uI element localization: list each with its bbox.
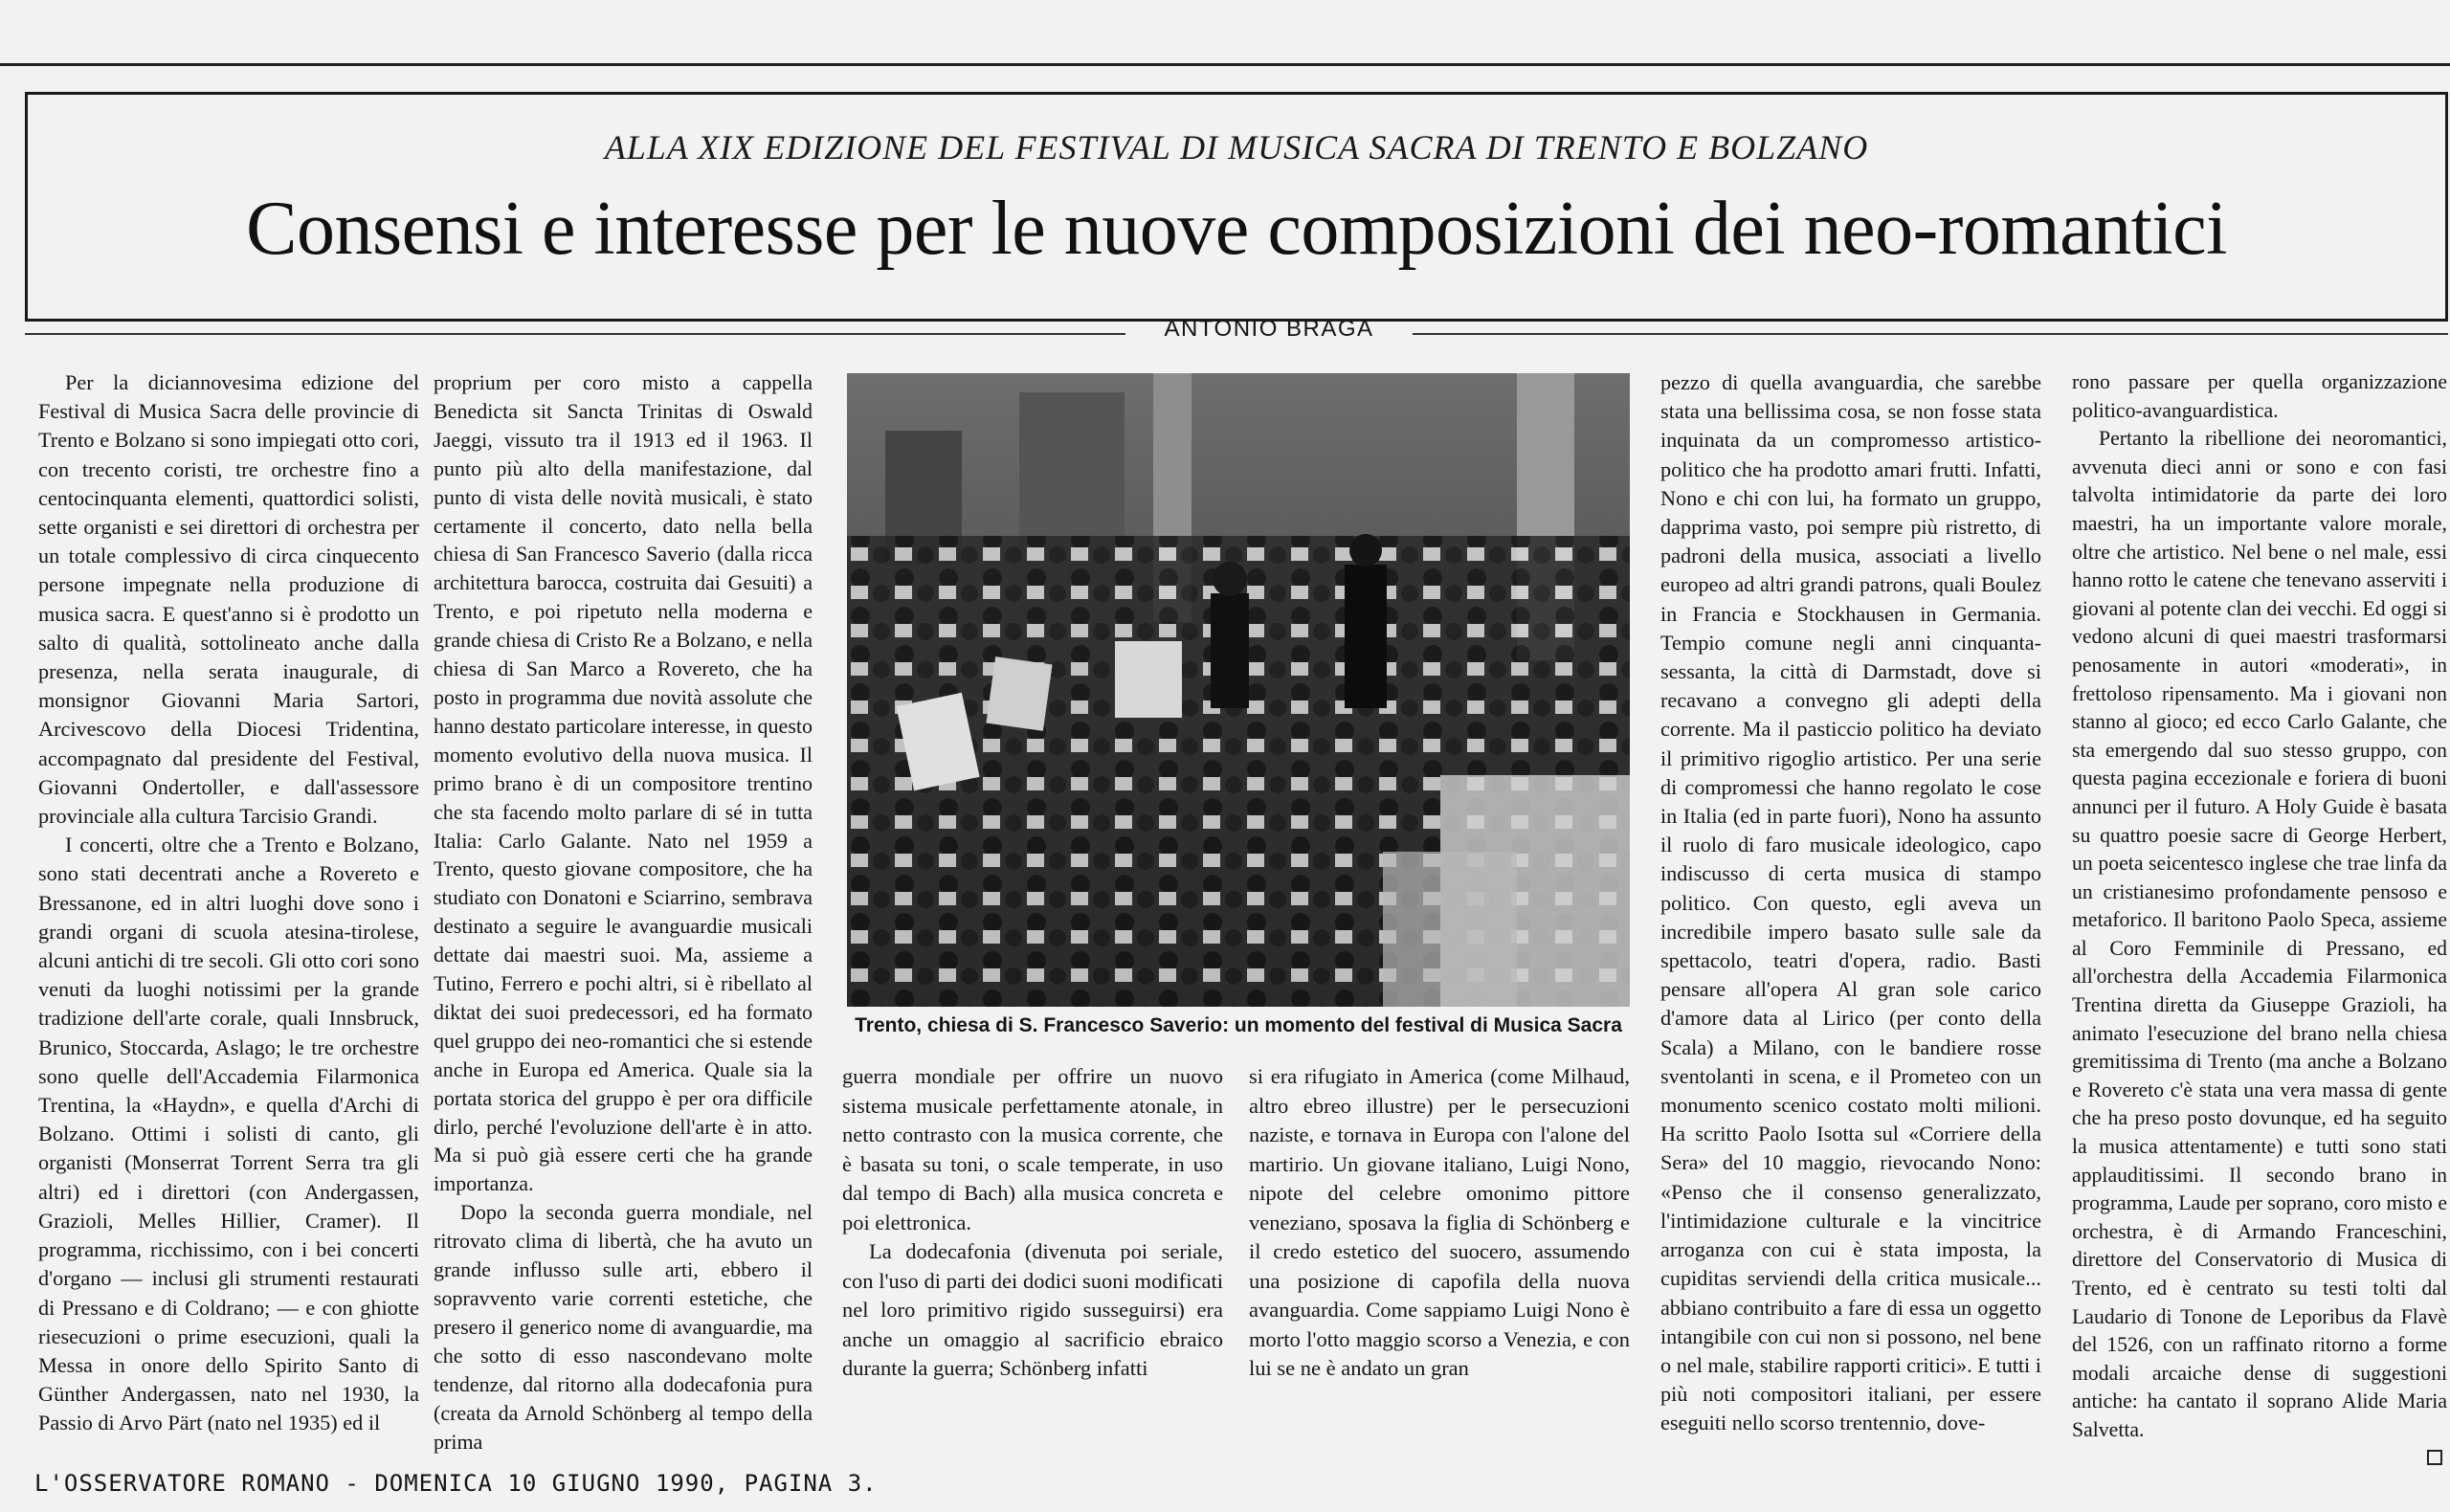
byline-rule-right: [1413, 333, 2448, 335]
column-1: [38, 368, 419, 1455]
page-top-rule: [0, 63, 2450, 66]
column-4: [1249, 1062, 1630, 1455]
column-5: [1660, 368, 2041, 1455]
paragraph: pezzo di quella avanguardia, che sarebbe stata una bellissima cosa, se non fosse stata inquinata da un compromesso artistico-politico che ha prodotto amari frutti. Infatti, Nono e chi con lui, ha formato un gruppo, dapprima vasto, poi sempre più ristretto, di padroni della musica, associati a livello europeo ad altri grandi patrons, quali Boulez in Francia e Stockhausen in Germania. Tempio comune negli anni cinquanta-sessanta, la città di Darmstadt, dove si recavano a convegno gli adepti della corrente. Ma il pasticcio politico ha deviato il primitivo rigoglio artistico. Per una serie di compromessi che hanno regolato le cose in Italia (ed in parte fuori), Nono ha assunto il ruolo di faro musicale ideologico, capo indiscusso di certa musica di stampo politico. Con questo, egli aveva un incredibile impero basato sulle sale da spettacolo, teatri d'opera, radio. Basti pensare all'opera Al gran sole carico d'amore data al Lirico (per conto della Scala) a Milano, con le bandiere rosse sventolanti in scena, e il Prometeo con un monumento scenico costato molti milioni. Ha scritto Paolo Isotta sul «Corriere della Sera» del 10 maggio, rievocando Nono: «Penso che il consenso generalizzato, l'intimidazione culturale e la vincitrice arroganza con cui è stata imposta, la cupiditas serviendi della critica musicale... abbiano contribuito a fare di essa un oggetto intangibile con cui non si possono, nel bene o nel male, stabilire rapporti critici». E tutti i più noti compositori italiani, per essere eseguiti nello scorso trentennio, dove-: [1660, 370, 2041, 1435]
paragraph: rono passare per quella organizzazione politico-avanguardistica.: [2072, 370, 2447, 422]
paragraph: proprium per coro misto a cappella Benedicta sit Sancta Trinitas di Oswald Jaeggi, vissuto tra il 1913 ed il 1963. Il punto più alto della manifestazione, dal punto di vista delle novità musicali, è stato certamente il concerto, dato nella bella chiesa di San Francesco Saverio (dalla ricca architettura barocca, costruita dai Gesuiti) a Trento, e poi ripetuto nella moderna e grande chiesa di Cristo Re a Bolzano, e nella chiesa di San Marco a Rovereto, che ha posto in programma due novità assolute che hanno destato particolare interesse, in questo momento evolutivo della nuova musica. Il primo brano è di un compositore trentino che sta facendo molto parlare di sé in tutta Italia: Carlo Galante. Nato nel 1959 a Trento, questo giovane compositore, che ha studiato con Donatoni e Sciarrino, sembrava destinato a seguire le avanguardie musicali dettate dai maestri suoi. Ma, assieme a Tutino, Ferrero e pochi altri, si è ribellato al diktat dei suoi predecessori, ed ha formato quel gruppo dei neo-romantici che si estende anche in Europa ed America. Quale sia la portata storica del gruppo è per ora difficile dirlo, perché l'evoluzione dell'arte è in atto. Ma si può già essere certi che ha grande importanza.: [434, 370, 813, 1196]
photo-caption: Trento, chiesa di S. Francesco Saverio: un momento del festival di Musica Sacra: [855, 1014, 1622, 1036]
concert-photo: [847, 373, 1630, 1007]
kicker: ALLA XIX EDIZIONE DEL FESTIVAL DI MUSICA SACRA DI TRENTO E BOLZANO: [604, 128, 1869, 167]
paragraph: La dodecafonia (divenuta poi seriale, con l'uso di parti dei dodici suoni modificati nel loro primitivo rigido susseguirsi) era anche un omaggio al sacrificio ebraico durante la guerra; Schönberg infatti: [842, 1239, 1223, 1380]
paragraph: Per la diciannovesima edizione del Festival di Musica Sacra delle provincie di Trento e Bolzano si sono impiegati otto cori, con trecento coristi, tre orchestre fino a centocinquanta elementi, quattordici solisti, sette organisti e sei direttori di orchestra per un totale complessivo di circa cinquecento persone impegnate nella produzione di musica sacra. E quest'anno si è prodotto un salto di qualità, sottolineato anche dalla presenza, nella serata inaugurale, di monsignor Giovanni Maria Sartori, Arcivescovo della Diocesi Tridentina, accompagnato dal presidente del Festival, Giovanni Ondertoller, e dall'assessore provinciale alla cultura Tarcisio Grandi.: [38, 370, 419, 829]
footer-dateline: L'OSSERVATORE ROMANO - DOMENICA 10 GIUGNO 1990, PAGINA 3.: [34, 1470, 878, 1497]
headline-box: [25, 92, 2448, 322]
column-2: [434, 368, 813, 1455]
paragraph: guerra mondiale per offrire un nuovo sistema musicale perfettamente atonale, in netto contrasto con la musica corrente, che è basata su toni, o scale temperate, in uso dal tempo di Bach) alla musica concreta e poi elettronica.: [842, 1064, 1223, 1234]
byline-rule-left: [25, 333, 1125, 335]
column-3: [842, 1062, 1223, 1455]
end-mark-icon: [2427, 1450, 2442, 1465]
paragraph: I concerti, oltre che a Trento e Bolzano, sono stati decentrati anche a Rovereto e Bressanone, ed in altri luoghi dove sono i grandi organi di scuola atesina-tirolese, alcuni antichi di tre secoli. Gli otto cori sono venuti da luoghi notissimi per la grande tradizione dell'arte corale, quali Innsbruck, Brunico, Stoccarda, Aslago; le tre orchestre sono quelle dell'Accademia Filarmonica Trentina, la «Haydn», e quella d'Archi di Bolzano. Ottimi i solisti di canto, gli organisti (Monserrat Torrent Serra tra gli altri) ed i direttori (con Andergassen, Grazioli, Melles Hillier, Cramer). Il programma, ricchissimo, con i bei concerti d'organo — inclusi gli strumenti restaurati di Pressano e di Coldrano; — e con ghiotte riesecuzioni o prime esecuzioni, quali la Messa in onore dello Spirito Santo di Günther Andergassen, nato nel 1930, la Passio di Arvo Pärt (nato nel 1935) ed il: [38, 833, 419, 1435]
byline-row: [25, 316, 2448, 348]
headline: Consensi e interesse per le nuove composizioni dei neo-romantici: [246, 187, 2227, 271]
paragraph: Pertanto la ribellione dei neoromantici, avvenuta dieci anni or sono e con fasi talvolta intimidatorie da parte dei loro maestri, ha un importante valore morale, oltre che artistico. Nel bene o nel male, essi hanno rotto le catene che tenevano asserviti i giovani al potente clan dei vecchi. Ed oggi si vedono alcuni di quei maestri trasformarsi penosamente in autori «moderati», in frettoloso ripensamento. Ma i giovani non stanno al gioco; ed ecco Carlo Galante, che sta emergendo dal suo stesso gruppo, con questa pagina eccezionale e foriera di buoni annunci per il futuro. A Holy Guide è basata su quattro poesie sacre di George Herbert, un poeta seicentesco inglese che trae linfa da un cristianesimo profondamente pensoso e metaforico. Il baritono Paolo Speca, assieme al Coro Femminile di Pressano, ed all'orchestra della Accademia Filarmonica Trentina diretta da Giuseppe Grazioli, ha animato l'esecuzione del brano nella chiesa gremitissima di Trento (ma anche a Bolzano e Rovereto c'è stata una vera massa di gente che ha preso posto dovunque, ed ha seguito la musica attentamente) e tutti sono stati applauditissimi. Il secondo brano in programma, Laude per soprano, coro misto e orchestra, è di Armando Franceschini, direttore del Conservatorio di Musica di Trento, ed è centrato su testi tolti dal Laudario di Tonone de Leporibus da Flavè del 1526, con un raffinato ritorno a forme modali arcaiche dense di suggestioni antiche: ha cantato il soprano Alide Maria Salvetta.: [2072, 427, 2447, 1441]
column-6: [2072, 368, 2447, 1455]
byline: ANTONIO BRAGA: [1164, 316, 1374, 342]
paragraph: Dopo la seconda guerra mondiale, nel ritrovato clima di libertà, che ha avuto un grande influsso sulle arti, ebbero il sopravvento varie correnti estetiche, che presero il generico nome di avanguardie, ma che sotto di esso nascondevano molte tendenze, dal ritorno alla dodecafonia pura (creata da Arnold Schönberg al tempo della prima: [434, 1200, 813, 1454]
concert-photo-icon: [847, 373, 1630, 1007]
paragraph: si era rifugiato in America (come Milhaud, altro ebreo illustre) per le persecuzioni naziste, e tornava in Europa con l'alone del martirio. Un giovane italiano, Luigi Nono, nipote del celebre omonimo pittore veneziano, sposava la figlia di Schönberg e il credo estetico del suocero, assumendo una posizione di capofila della nuova avanguardia. Come sappiamo Luigi Nono è morto l'otto maggio scorso a Venezia, e con lui se ne è andato un gran: [1249, 1064, 1630, 1380]
